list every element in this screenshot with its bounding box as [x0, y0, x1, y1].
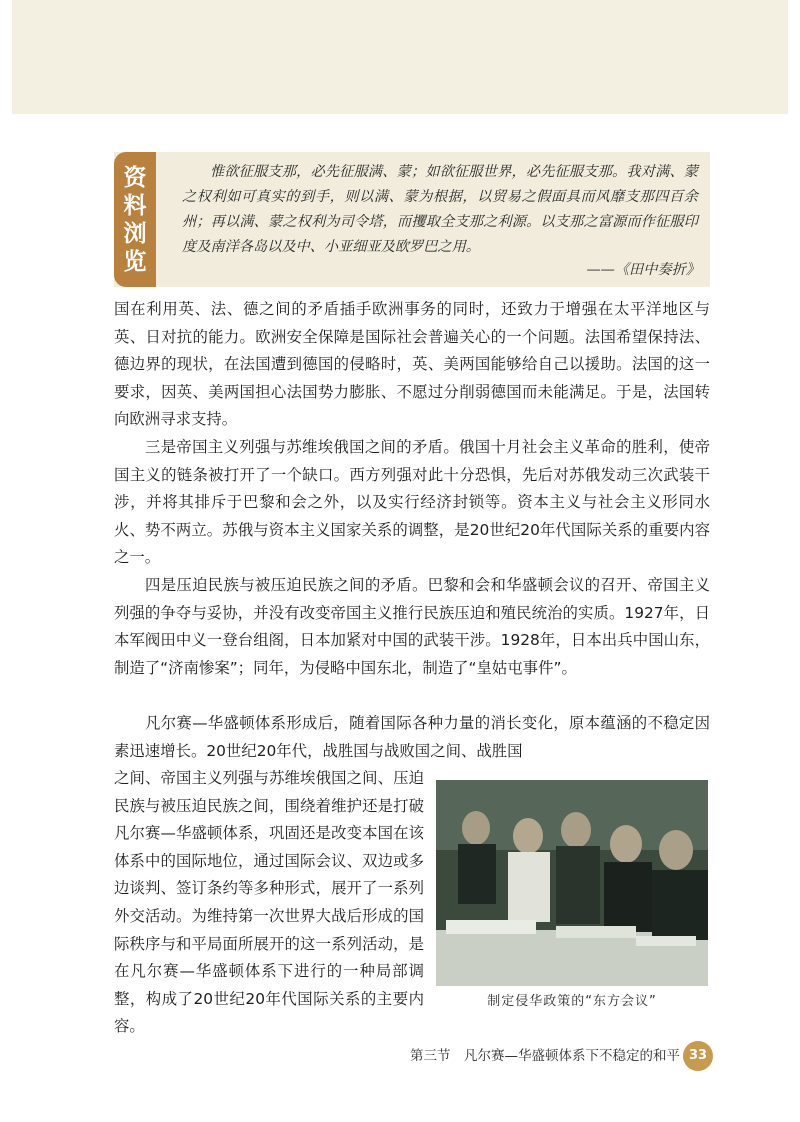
footer-section-title: 第三节 凡尔赛—华盛顿体系下不稳定的和平: [410, 1048, 680, 1064]
conference-photo: [436, 780, 708, 986]
paragraph-4-continued: 之间、帝国主义列强与苏维埃俄国之间、压迫民族与被压迫民族之间，围绕着维护还是打破凡尔赛—华盛顿体系，巩固还是改变本国在该体系中的国际地位，通过国际会议、双边或多边谈判、签订条约等多种形式，展开了一系列外交活动。为维持第一次世界大战后形成的国际秩序与和平局面所展开的这一系列活动，是在凡尔赛—华盛顿体系下进行的一种局部调整，构成了20世纪20年代国际关系的主要内容。: [114, 769, 424, 1036]
quote-text: 惟欲征服支那，必先征服满、蒙；如欲征服世界，必先征服支那。我对满、蒙之权利如可真实的到手，则以满、蒙为根据，以贸易之假面具而风靡支那四百余州；再以满、蒙之权利为司令塔，而攫取全支那之利源。以支那之富源而作征服印度及南洋各岛以及中、小亚细亚及欧罗巴之用。: [182, 164, 698, 255]
source-tab: [114, 152, 156, 287]
quote-source: ——《田中奏折》: [586, 262, 700, 278]
paragraph-3: 四是压迫民族与被压迫民族之间的矛盾。巴黎和会和华盛顿会议的召开、帝国主义列强的争夺与妥协，并没有改变帝国主义推行民族压迫和殖民统治的实质。1927年，日本军阀田中义一登台组阁，日本加紧对中国的武装干涉。1928年，日本出兵中国山东，制造了“济南惨案”；同年，为侵略中国东北，制造了“皇姑屯事件”。: [114, 576, 710, 677]
source-tab-label: 资 料 浏 览: [123, 165, 147, 275]
page-number: 33: [683, 1041, 713, 1071]
paragraph-4: 凡尔赛—华盛顿体系形成后，随着国际各种力量的消长变化，原本蕴涵的不稳定因素迅速增长。20世纪20年代，战胜国与战败国之间、战胜国: [114, 714, 710, 760]
paragraph-1: 国在利用英、法、德之间的矛盾插手欧洲事务的同时，还致力于增强在太平洋地区与英、日对抗的能力。欧洲安全保障是国际社会普遍关心的一个问题。法国希望保持法、德边界的现状，在法国遭到德国的侵略时，英、美两国能够给自己以援助。法国的这一要求，因英、美两国担心法国势力膨胀、不愿过分削弱德国而未能满足。于是，法国转向欧洲寻求支持。: [114, 300, 710, 429]
header-band: [12, 0, 788, 114]
photo-caption: 制定侵华政策的“东方会议”: [487, 994, 657, 1009]
paragraph-2: 三是帝国主义列强与苏维埃俄国之间的矛盾。俄国十月社会主义革命的胜利，使帝国主义的链条被打开了一个缺口。西方列强对此十分恐惧，先后对苏俄发动三次武装干涉，并将其排斥于巴黎和会之外，以及实行经济封锁等。资本主义与社会主义形同水火、势不两立。苏俄与资本主义国家关系的调整，是20世纪20年代国际关系的重要内容之一。: [114, 438, 710, 567]
conference-photo-illustration: [436, 780, 708, 986]
